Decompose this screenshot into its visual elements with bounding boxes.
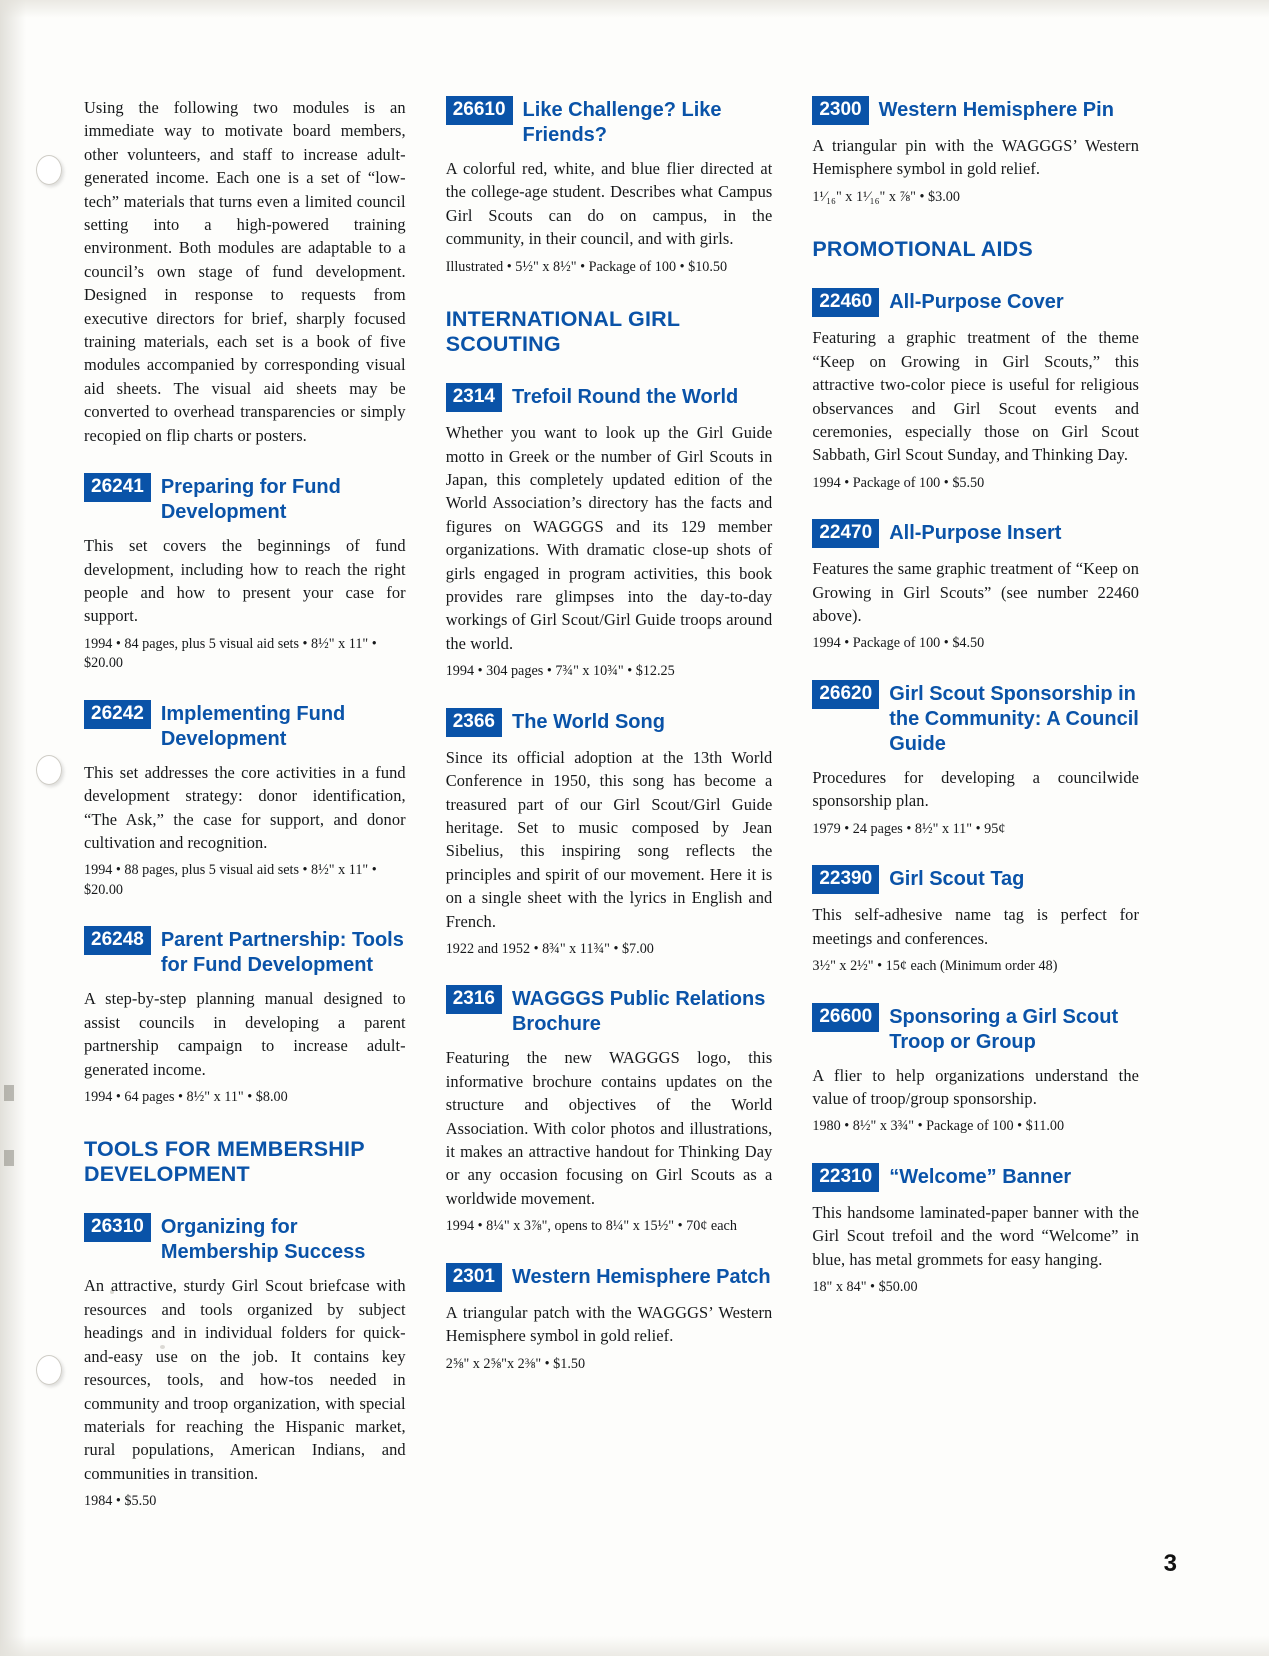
item-code: 2300 [812,96,868,125]
item-title: Western Hemisphere Patch [511,1265,771,1288]
item-spec: 3½" x 2½" • 15¢ each (Minimum order 48) [812,958,1058,975]
item-title: Girl Scout Sponsorship in the Community: A Council Guide [889,682,1139,755]
item-title: WAGGGS Public Relations Brochure [511,988,766,1036]
item-title: Western Hemisphere Pin [878,99,1114,121]
page-columns [84,96,1139,1512]
item-code: 22390 [812,865,879,894]
item-description: This set addresses the core activities in a fund development strategy: donor identification, “The Ask,” the case for support, and donor cultivation and recognition. [84,762,406,852]
item-header [812,519,1139,548]
section-heading-promotional-aids: PROMOTIONAL AIDS [812,237,1033,262]
catalog-item [812,865,1139,976]
catalog-item [446,96,773,277]
section-heading-international-girl-scouting: INTERNATIONAL GIRL SCOUTING [445,307,680,357]
item-spec: 1¹⁄₁₆" x 1¹⁄₁₆" x ⅞" • $3.00 [812,188,960,205]
item-header [84,700,406,752]
section-heading-tools-for-membership-development: TOOLS FOR MEMBERSHIP DEVELOPMENT [84,1137,365,1187]
binder-hole-middle [36,755,62,785]
catalog-item [812,288,1139,493]
item-description: A step-by-step planning manual designed to assist councils in developing a parent partnership campaign to increase adult-generated income. [84,989,406,1079]
item-description: A triangular pin with the WAGGGS’ Western Hemisphere symbol in gold relief. [812,136,1140,179]
item-spec: 1922 and 1952 • 8¾" x 11¾" • $7.00 [445,940,654,957]
item-spec: 1994 • 304 pages • 7¾" x 10¾" • $12.25 [445,663,675,680]
edge-mark-upper [4,1085,14,1101]
binder-hole-top [36,155,62,185]
column-1 [84,96,406,1512]
catalog-item [84,700,406,901]
item-code: 22310 [812,1163,879,1192]
item-spec: 1984 • $5.50 [84,1493,157,1510]
item-description: Featuring the new WAGGGS logo, this informative brochure contains updates on the structure and objectives of the World Association. With color photos and illustrations, it makes an attractive handout for Thinking Day or any occasion focusing on Girl Scouts as a worldwide movement. [445,1048,773,1208]
item-header [812,865,1139,894]
item-spec: 18" x 84" • $50.00 [812,1279,918,1296]
item-title: Implementing Fund Development [160,702,346,750]
catalog-item [446,985,773,1236]
item-header [812,96,1139,125]
item-description: This set covers the beginnings of fund development, including how to reach the right people and how to present your case for support. [84,536,406,626]
item-description: A flier to help organizations understand the value of troop/group sponsorship. [812,1065,1140,1108]
item-title: Like Challenge? Like Friends? [522,99,722,146]
item-spec: 1994 • 88 pages, plus 5 visual aid sets • 8½" x 11" • $20.00 [84,862,377,898]
catalog-item [812,680,1139,839]
item-description: An attractive, sturdy Girl Scout briefcase with resources and tools organized by subject headings and in individual folders for quick-and-easy use on the job. It contains key resources, tools, and how-tos needed in community and troop organization, with special materials for reaching the Hispanic market, rural populations, American Indians, and communities in transition. [84,1276,406,1483]
scan-edge-top [0,0,1269,18]
catalog-item [812,1163,1139,1298]
item-title: Preparing for Fund Development [160,476,341,524]
intro-paragraph: Using the following two modules is an immediate way to motivate board members, other volunteers, and staff to increase adult-generated income. Each one is a set of “low-tech” materials that turns even a limited council setting into a high-powered training environment. Both modules are adaptable to a council’s own stage of fund development. Designed in response to requests from executive directors for brief, sharply focused training materials, each set is a book of five modules accompanied by corresponding visual aid sheets. The visual aid sheets may be converted to overhead transparencies or simply recopied on flip charts or posters. [84,98,406,445]
catalog-item [812,519,1139,654]
item-spec: Illustrated • 5½" x 8½" • Package of 100 • $10.50 [445,258,728,275]
item-spec: 1980 • 8½" x 3¾" • Package of 100 • $11.00 [812,1118,1065,1135]
catalog-item [446,383,773,682]
item-code: 2366 [446,708,502,737]
item-code: 26620 [812,680,879,709]
item-code: 2316 [446,985,502,1014]
item-code: 26600 [812,1003,879,1032]
item-description: Procedures for developing a councilwide sponsorship plan. [812,767,1140,811]
item-code: 26248 [84,926,151,955]
item-code: 2301 [446,1263,502,1292]
item-code: 26242 [84,700,151,729]
catalog-item [812,1003,1139,1137]
item-title: Organizing for Membership Success [160,1216,366,1264]
column-3 [812,96,1139,1512]
item-spec: 2⅝" x 2⅝"x 2⅜" • $1.50 [445,1355,586,1372]
catalog-item [446,1263,773,1374]
item-header [446,96,773,148]
item-description: Since its official adoption at the 13th World Conference in 1950, this song has become a treasured part of our Girl Scout/Girl Guide heritage. Set to music composed by Jean Sibelius, this inspiring song reflects the principles and spirit of our movement. Here it is on a single sheet with the lyrics in English and French. [445,747,773,931]
item-code: 26610 [446,96,513,125]
item-header [446,383,773,412]
item-code: 2314 [446,383,502,412]
item-header [446,1263,773,1292]
item-title: All-Purpose Cover [889,291,1064,314]
item-header [812,1163,1139,1192]
item-spec: 1994 • Package of 100 • $5.50 [812,474,985,491]
item-title: The World Song [511,710,665,733]
item-header [812,1003,1139,1055]
item-title: Parent Partnership: Tools for Fund Development [160,929,404,977]
item-title: Girl Scout Tag [889,868,1025,891]
scan-edge-bottom [0,1636,1269,1656]
item-title: Sponsoring a Girl Scout Troop or Group [889,1005,1119,1053]
item-code: 22460 [812,288,879,317]
item-spec: 1994 • 8¼" x 3⅞", opens to 8¼" x 15½" • 70¢ each [445,1218,737,1235]
item-header [84,1213,406,1265]
item-code: 26241 [84,473,151,502]
catalog-item [84,473,406,674]
item-description: A triangular patch with the WAGGGS’ Western Hemisphere symbol in gold relief. [445,1302,773,1346]
item-code: 26310 [84,1213,151,1242]
item-header [446,708,773,737]
item-description: Features the same graphic treatment of “Keep on Growing in Girl Scouts” (see number 22460 above). [812,559,1140,626]
item-description: This self-adhesive name tag is perfect for meetings and conferences. [812,905,1140,948]
edge-mark-lower [4,1150,14,1166]
item-code: 22470 [812,519,879,548]
item-description: This handsome laminated-paper banner with the Girl Scout trefoil and the word “Welcome” in blue, has metal grommets for easy hanging. [812,1202,1140,1269]
page-number: 3 [1163,1550,1177,1577]
item-title: Trefoil Round the World [511,386,739,409]
binder-hole-bottom [36,1355,62,1385]
item-title: All-Purpose Insert [889,522,1062,545]
catalog-item [84,926,406,1107]
item-description: Whether you want to look up the Girl Guide motto in Greek or the number of Girl Scouts in Japan, this completely updated edition of the World Association’s directory has the facts and figures on WAGGGS and its 129 member organizations. With dramatic close-up shots of girls engaged in program activities, this book provides rare glimpses into the day-to-day workings of Girl Scout/Girl Guide troops around the world. [445,423,773,653]
catalog-item [812,96,1139,207]
item-spec: 1994 • 84 pages, plus 5 visual aid sets • 8½" x 11" • $20.00 [84,635,377,672]
column-2 [446,96,773,1512]
item-header [84,473,406,525]
item-spec: 1979 • 24 pages • 8½" x 11" • 95¢ [812,820,1006,837]
item-header [812,288,1139,317]
catalog-item [84,1213,406,1511]
item-spec: 1994 • Package of 100 • $4.50 [812,635,985,652]
item-header [446,985,773,1037]
item-title: “Welcome” Banner [889,1165,1072,1188]
item-description: Featuring a graphic treatment of the theme “Keep on Growing in Girl Scouts,” this attractive two-color piece is useful for religious observances and Girl Scout events and ceremonies, especially those on Girl Scout Sabbath, Girl Scout Sunday, and Thinking Day. [812,328,1140,465]
scan-edge-left [0,0,26,1656]
item-header [812,680,1139,757]
item-description: A colorful red, white, and blue flier directed at the college-age student. Describes what Campus Girl Scouts can do on campus, in the community, in their council, and with girls. [445,159,773,249]
catalog-item [446,708,773,960]
item-spec: 1994 • 64 pages • 8½" x 11" • $8.00 [84,1088,288,1105]
item-header [84,926,406,978]
